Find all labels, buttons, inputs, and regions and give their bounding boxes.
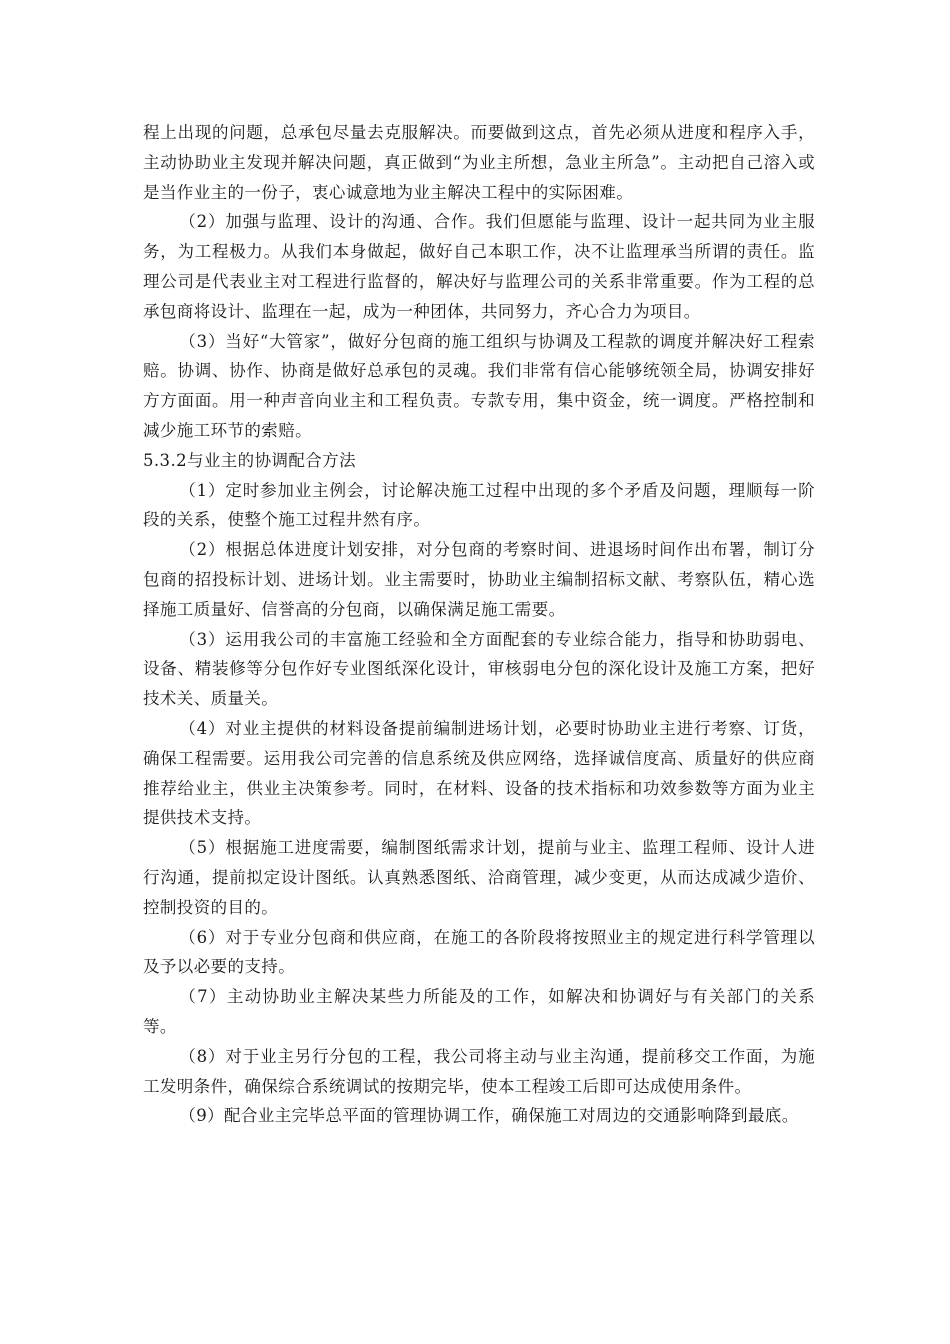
paragraph-item-3-housekeeper: （3）当好“大管家”，做好分包商的施工组织与协调及工程款的调度并解决好工程索赔。协调、协作、协商是做好总承包的灵魂。我们非常有信心能够统领全局，协调安排好方方面面。用一种声音向业主和工程负责。专款专用，集中资金，统一调度。严格控制和减少施工环节的索赔。 [143, 331, 815, 440]
paragraph-method-9: （9）配合业主完毕总平面的管理协调工作，确保施工对周边的交通影响降到最底。 [179, 1106, 799, 1126]
section-heading: 5.3.2与业主的协调配合方法 [143, 450, 356, 470]
paragraph-item-2-communication: （2）加强与监理、设计的沟通、合作。我们但愿能与监理、设计一起共同为业主服务，为工程极力。从我们本身做起，做好自己本职工作，决不让监理承当所谓的责任。监理公司是代表业主对工程进行监督的，解决好与监理公司的关系非常重要。作为工程的总承包商将设计、监理在一起，成为一种团体，共同努力，齐心合力为项目。 [143, 212, 815, 321]
paragraph-method-1: （1）定时参加业主例会，讨论解决施工过程中出现的多个矛盾及问题，理顺每一阶段的关系，使整个施工过程井然有序。 [143, 480, 815, 530]
paragraph-method-5: （5）根据施工进度需要，编制图纸需求计划，提前与业主、监理工程师、设计人进行沟通，提前拟定设计图纸。认真熟悉图纸、洽商管理，减少变更，从而达成减少造价、控制投资的目的。 [143, 838, 815, 917]
paragraph-method-8: （8）对于业主另行分包的工程，我公司将主动与业主沟通，提前移交工作面，为施工发明条件，确保综合系统调试的按期完毕，使本工程竣工后即可达成使用条件。 [143, 1046, 815, 1096]
paragraph-method-3: （3）运用我公司的丰富施工经验和全方面配套的专业综合能力，指导和协助弱电、设备、精装修等分包作好专业图纸深化设计，审核弱电分包的深化设计及施工方案，把好技术关、质量关。 [143, 629, 815, 709]
paragraph-method-6: （6）对于专业分包商和供应商，在施工的各阶段将按照业主的规定进行科学管理以及予以必要的支持。 [143, 927, 815, 977]
paragraph-method-7: （7）主动协助业主解决某些力所能及的工作，如解决和协调好与有关部门的关系等。 [143, 987, 815, 1036]
document-body [143, 118, 815, 1131]
paragraph-method-2: （2）根据总体进度计划安排，对分包商的考察时间、进退场时间作出布署，制订分包商的招投标计划、进场计划。业主需要时，协助业主编制招标文献、考察队伍，精心选择施工质量好、信誉高的分包商，以确保满足施工需要。 [143, 540, 815, 619]
paragraph-continuation: 程上出现的问题，总承包尽量去克服解决。而要做到这点，首先必须从进度和程序入手，主动协助业主发现并解决问题，真正做到“为业主所想，急业主所急”。主动把自己溶入或是当作业主的一份子，衷心诚意地为业主解决工程中的实际困难。 [143, 123, 815, 202]
paragraph-method-4: （4）对业主提供的材料设备提前编制进场计划，必要时协助业主进行考察、订货，确保工程需要。运用我公司完善的信息系统及供应网络，选择诚信度高、质量好的供应商推荐给业主，供业主决策参考。同时，在材料、设备的技术指标和功效参数等方面为业主提供技术支持。 [143, 718, 815, 828]
